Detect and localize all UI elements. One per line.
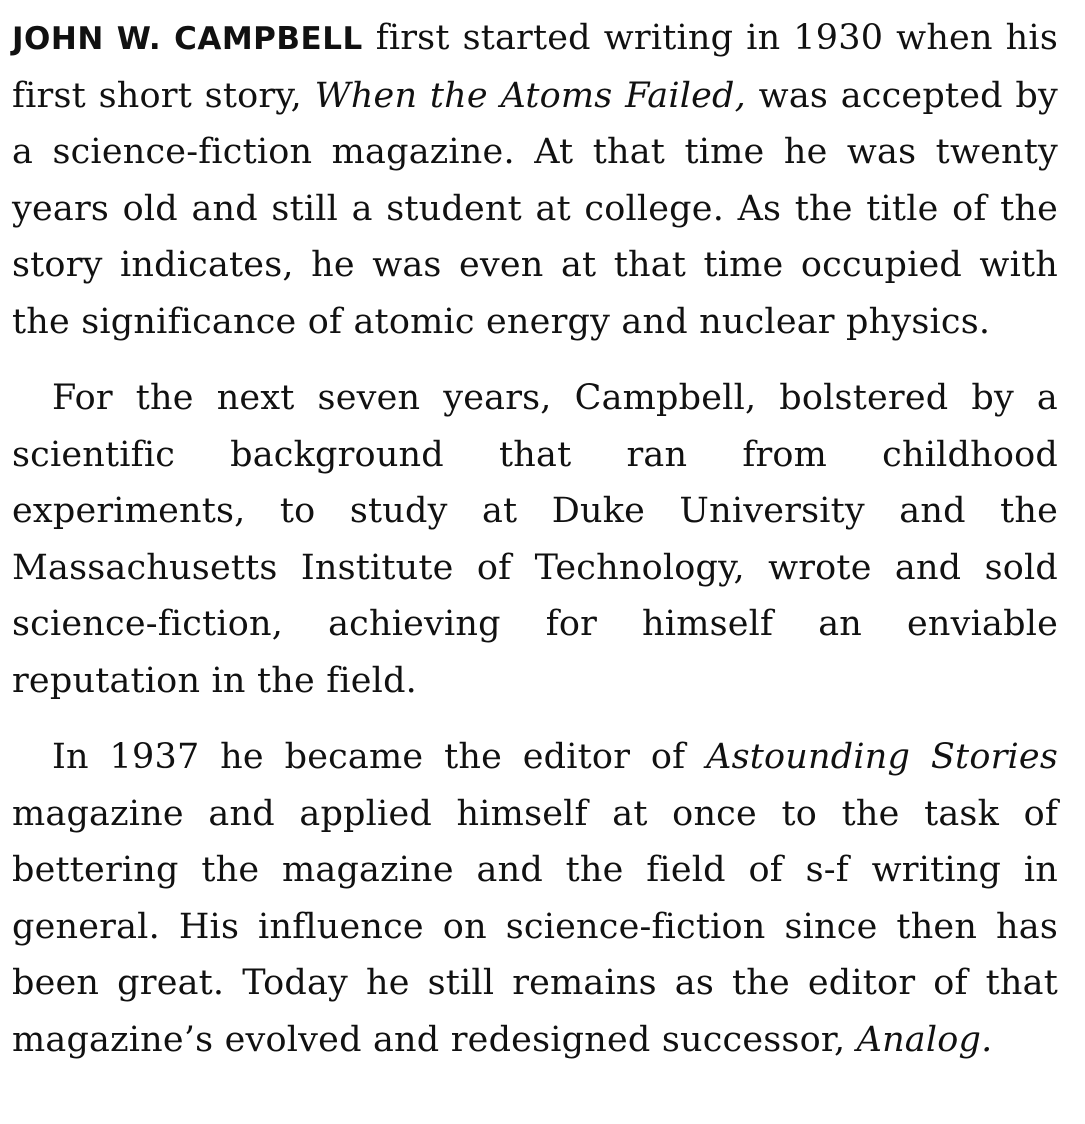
paragraph-1-text-a: first started writing in 1930 when his first short story, [12, 18, 1058, 116]
paragraph-3-text-b: magazine and applied himself at once to the task of bettering the magazine and the field of s-f writing in general. His influence on science-fiction since then has been great. Today he still remains as the editor of that magazine’s evolved and redesigned successor, [12, 793, 1058, 1060]
paragraph-2-text: For the next seven years, Campbell, bolstered by a scientific background that ran from childhood experiments, to study at Duke University and the Massachusetts Institute of Technology, wrote and sold science-fiction, achieving for himself an enviable reputation in the field. [12, 378, 1058, 701]
paragraph-3-text-a: In 1937 he became the editor of [52, 737, 707, 777]
paragraph-1 [12, 10, 1058, 350]
paragraph-3 [12, 729, 1058, 1068]
paragraph-1-text-b: was accepted by a science-fiction magazine. At that time he was twenty years old and still a student at college. As the title of the story indicates, he was even at that time occupied with the significance of atomic energy and nuclear physics. [12, 75, 1058, 342]
successor-magazine-title: Analog. [856, 1019, 993, 1060]
paragraph-2 [12, 370, 1058, 709]
author-name: JOHN W. CAMPBELL [12, 21, 363, 57]
story-title: When the Atoms Failed, [314, 75, 746, 116]
biography-text [12, 10, 1058, 1068]
magazine-title: Astounding Stories [706, 737, 1058, 777]
